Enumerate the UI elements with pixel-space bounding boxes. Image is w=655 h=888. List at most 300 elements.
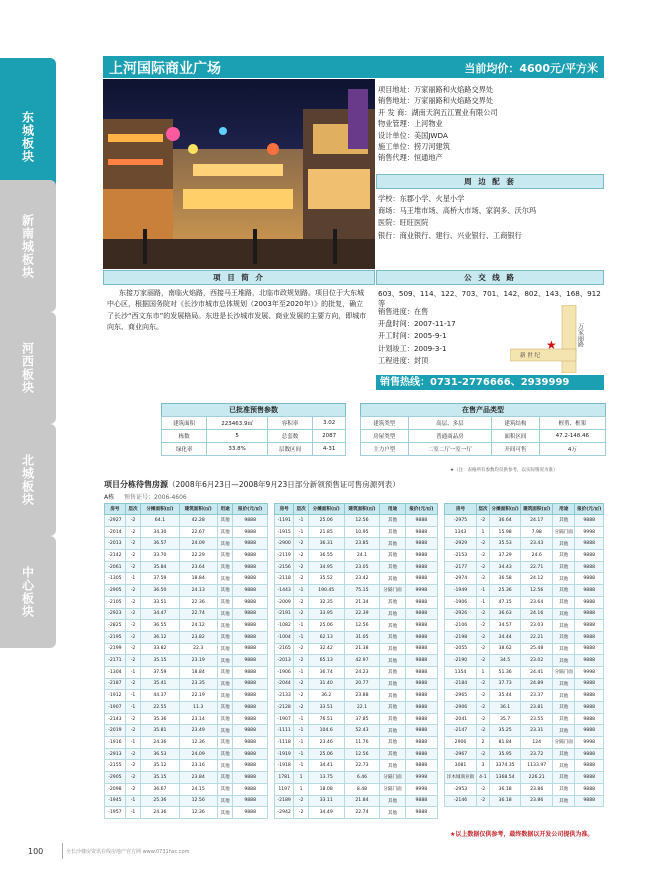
table-cell: -2 [294, 573, 308, 585]
table-cell: -2 [477, 550, 490, 562]
table-cell: 其他 [553, 585, 575, 597]
table-cell: 9888 [405, 643, 437, 655]
table-cell: 22.36 [179, 596, 217, 608]
table-cell: 其他 [553, 748, 575, 760]
table-cell: 分隔门面 [553, 737, 575, 749]
table-cell: 9998 [575, 666, 604, 678]
table-cell: 9888 [233, 585, 268, 597]
table-cell: 9888 [575, 713, 604, 725]
table-cell: -1906 [445, 596, 477, 608]
table-cell: 其他 [217, 561, 232, 573]
table-cell: 9888 [233, 666, 268, 678]
table-cell: -2044 [275, 678, 294, 690]
cell: 二室二厅一室一厅 [408, 443, 492, 456]
table-cell: 其他 [217, 620, 232, 632]
table-row [275, 666, 438, 678]
table-cell: -2 [294, 655, 308, 667]
table-cell: -2171 [105, 655, 126, 667]
onsale-title: 在售产品类型 [360, 403, 606, 417]
block-label: A栋 [104, 494, 115, 501]
table-cell: 其他 [217, 573, 232, 585]
table-cell: -2 [294, 690, 308, 702]
table-cell: 其他 [217, 690, 232, 702]
table-cell: 104.6 [308, 725, 344, 737]
column-header: 分摊面积(㎡) [308, 504, 344, 515]
table-cell: 其他 [553, 561, 575, 573]
table-cell: 其他 [380, 608, 405, 620]
table-cell: 其他 [217, 550, 232, 562]
table-cell: 23.02 [521, 655, 553, 667]
table-row [445, 783, 604, 795]
table-cell: 9888 [233, 783, 268, 795]
table-cell: -2 [125, 515, 140, 527]
table-cell: -2 [125, 608, 140, 620]
table-cell: -1 [125, 666, 140, 678]
table-cell: 1368.54 [489, 772, 521, 784]
table-row [275, 620, 438, 632]
table-cell: 22.55 [141, 702, 179, 714]
column-header: 用途 [553, 504, 575, 515]
table-cell: 34.30 [141, 526, 179, 538]
table-cell: 9888 [575, 620, 604, 632]
tab-dongcheng[interactable]: 东城板块 [0, 58, 56, 216]
table-cell: 25.06 [308, 620, 344, 632]
table-cell: 其他 [553, 550, 575, 562]
table-row [445, 585, 604, 597]
table-row [105, 538, 268, 550]
table-cell: 9888 [233, 795, 268, 807]
info-developer: 开 发 商：湖南天润五江置业有限公司 [378, 107, 498, 117]
table-cell: 24.12 [521, 573, 553, 585]
table-cell: -2 [294, 550, 308, 562]
table-cell: -1906 [275, 666, 294, 678]
table-cell: 1354 [445, 666, 477, 678]
table-cell: 23.86 [521, 783, 553, 795]
table-cell: 其他 [380, 515, 405, 527]
table-cell: 6.46 [344, 772, 380, 784]
cell: 总套数 [267, 430, 312, 443]
table-cell: 其他 [217, 795, 232, 807]
table-cell: 9888 [405, 538, 437, 550]
table-cell: -2 [125, 596, 140, 608]
table-cell: -1 [294, 760, 308, 772]
cell: 面积区间 [492, 430, 540, 443]
approved-row [162, 430, 346, 443]
table-cell: -2 [477, 725, 490, 737]
info-address: 项目地址：万家丽路和火焰路交界处 [378, 85, 494, 94]
table-cell: 其他 [217, 783, 232, 795]
table-cell: 35.44 [489, 690, 521, 702]
table-cell: 1 [477, 666, 490, 678]
table-row [105, 795, 268, 807]
cell: 高层、多层 [408, 417, 492, 430]
table-cell: -2 [125, 538, 140, 550]
table-cell: -2 [125, 561, 140, 573]
table-row [105, 690, 268, 702]
table-cell: 其他 [380, 725, 405, 737]
table-cell: 9998 [405, 585, 437, 597]
table-cell: 37.59 [141, 573, 179, 585]
tab-hexi[interactable]: 河西板块 [0, 312, 56, 424]
table-cell: 36.67 [141, 783, 179, 795]
table-row [445, 643, 604, 655]
cell: 5 [207, 430, 268, 443]
table-cell: 20.77 [344, 678, 380, 690]
table-cell: -2 [294, 807, 308, 819]
table-cell: 其他 [217, 526, 232, 538]
table-cell: 33.82 [141, 643, 179, 655]
table-cell: 18.84 [179, 573, 217, 585]
table-row [445, 620, 604, 632]
table-cell: -2019 [105, 725, 126, 737]
table-cell: 3374.35 [489, 760, 521, 772]
table-row [275, 526, 438, 538]
table-cell: 其他 [217, 772, 232, 784]
location-star-icon: ★ [546, 338, 557, 352]
table-cell: 9888 [233, 643, 268, 655]
table-cell: 9888 [575, 596, 604, 608]
table-row [105, 526, 268, 538]
table-cell: 33.95 [308, 608, 344, 620]
table-row [105, 515, 268, 527]
table-row [105, 760, 268, 772]
table-cell: -2 [294, 538, 308, 550]
table-cell: 9998 [405, 772, 437, 784]
table-cell: 其他 [380, 573, 405, 585]
column-header: 建筑面积(㎡) [521, 504, 553, 515]
listing-range: （2008年6月23日—2008年9月23日部分新领预售证可售房源列表） [168, 480, 400, 489]
project-header [103, 56, 604, 78]
table-cell: 21.38 [344, 643, 380, 655]
table-cell: -2900 [275, 538, 294, 550]
table-cell: 其他 [380, 666, 405, 678]
table-cell: -2942 [275, 807, 294, 819]
table-cell: 9888 [405, 561, 437, 573]
listing-table-3 [444, 503, 604, 807]
table-cell: -2 [477, 748, 490, 760]
column-header: 报价(元/㎡) [575, 504, 604, 515]
table-cell: -2926 [445, 608, 477, 620]
table-cell: -1 [294, 515, 308, 527]
table-row [275, 585, 438, 597]
table-cell: -1 [477, 596, 490, 608]
table-cell: 11.76 [344, 737, 380, 749]
table-cell: -1 [294, 737, 308, 749]
table-cell: -2 [477, 643, 490, 655]
table-row [275, 737, 438, 749]
table-cell: -2929 [445, 538, 477, 550]
table-cell: 9888 [405, 795, 437, 807]
table-row [105, 620, 268, 632]
table-cell: 35.53 [489, 538, 521, 550]
table-cell: -1945 [105, 795, 126, 807]
table-cell: 12.56 [179, 795, 217, 807]
table-cell: 34.5 [489, 655, 521, 667]
table-row [445, 561, 604, 573]
table-cell: -1915 [275, 526, 294, 538]
table-cell: 23.42 [344, 573, 380, 585]
table-cell: 34.43 [489, 561, 521, 573]
cell: 开间可售 [492, 443, 540, 456]
table-cell: 33.51 [308, 702, 344, 714]
table-cell: -2187 [105, 678, 126, 690]
table-cell: -1 [294, 620, 308, 632]
info-sales-address: 销售地址：万家丽路和火焰路交界处 [378, 96, 494, 106]
table-cell: 9888 [575, 631, 604, 643]
table-cell: 34.49 [308, 807, 344, 819]
table-cell: -2 [125, 772, 140, 784]
table-cell: -1 [125, 690, 140, 702]
page-number: 100 [28, 847, 44, 856]
table-cell: 其他 [217, 737, 232, 749]
table-cell: 124 [521, 737, 553, 749]
table-cell: 35.12 [141, 760, 179, 772]
table-cell: -2 [294, 643, 308, 655]
table-cell: -1916 [105, 737, 126, 749]
table-cell: 21.34 [344, 596, 380, 608]
table-cell: 23.35 [179, 678, 217, 690]
table-cell: 9888 [575, 585, 604, 597]
table-cell: 9888 [405, 690, 437, 702]
table-cell: 24.09 [179, 538, 217, 550]
table-row [445, 725, 604, 737]
tab-zhongxin[interactable]: 中心板块 [0, 536, 56, 648]
table-cell: 1 [294, 783, 308, 795]
table-cell: 24.1 [344, 550, 380, 562]
table-cell: 3081 [445, 760, 477, 772]
table-row [275, 783, 438, 795]
column-header: 报价(元/㎡) [233, 504, 268, 515]
table-cell: -2 [125, 643, 140, 655]
column-header: 报价(元/㎡) [405, 504, 437, 515]
table-row [445, 666, 604, 678]
table-row [275, 655, 438, 667]
table-row [105, 561, 268, 573]
table-cell: -1118 [275, 737, 294, 749]
column-header: 层次 [294, 504, 308, 515]
cell: 2087 [313, 430, 346, 443]
table-cell: -2967 [445, 748, 477, 760]
map-road-xinshiji: 新 世 纪 [520, 353, 540, 359]
table-cell: 2 [477, 737, 490, 749]
table-cell: -2143 [105, 713, 126, 725]
table-row [275, 690, 438, 702]
cell: 栋数 [162, 430, 207, 443]
table-cell: -2927 [105, 515, 126, 527]
table-cell: 9888 [405, 631, 437, 643]
cell: 3.02 [313, 417, 346, 430]
table-cell: 其他 [553, 713, 575, 725]
table-cell: 其他 [553, 655, 575, 667]
table-cell: 1133.97 [521, 760, 553, 772]
listing-title: 项目分栋待售房源 [104, 480, 168, 489]
table-cell: 42.28 [179, 515, 217, 527]
table-cell: -2165 [275, 643, 294, 655]
status-start-date: 开工时间：2005-9-1 [378, 331, 447, 341]
table-cell: 9888 [233, 655, 268, 667]
approved-row [162, 443, 346, 456]
table-cell: 23.05 [344, 561, 380, 573]
table-cell: 21.85 [308, 526, 344, 538]
nearby-mall: 商场：马王堆市场、高桥大市场、家润多、沃尔玛 [378, 206, 537, 216]
table-cell: -1919 [275, 748, 294, 760]
table-cell: 9888 [233, 678, 268, 690]
listing-section-title [104, 479, 400, 490]
table-cell: 其他 [380, 795, 405, 807]
table-cell: 52.43 [344, 725, 380, 737]
table-cell: 9888 [575, 702, 604, 714]
table-row [105, 666, 268, 678]
permit-number: 预售证号：2006-4606 [124, 494, 187, 501]
table-row [275, 795, 438, 807]
table-cell: 其他 [553, 690, 575, 702]
nearby-school: 学校：东郡小学、火星小学 [378, 194, 465, 203]
column-header: 层次 [125, 504, 140, 515]
table-row [445, 760, 604, 772]
tab-xinnancheng[interactable]: 新南城板块 [0, 180, 56, 312]
table-cell: 12.56 [344, 748, 380, 760]
table-cell: 35.15 [141, 655, 179, 667]
column-header: 用途 [380, 504, 405, 515]
table-cell: 81.84 [489, 737, 521, 749]
listing-footnote: ★以上数据仅供参考，最终数据以开发公司提供为准。 [450, 831, 594, 838]
table-cell: 9888 [575, 772, 604, 784]
table-cell: 其他 [380, 737, 405, 749]
table-cell: 23.14 [179, 713, 217, 725]
table-header-row [275, 504, 438, 515]
table-cell: 22.3 [179, 643, 217, 655]
table-cell: -2923 [105, 608, 126, 620]
table-cell: -2198 [445, 631, 477, 643]
table-cell: 23.49 [179, 725, 217, 737]
table-cell: 分隔门面 [553, 526, 575, 538]
table-cell: 44.37 [141, 690, 179, 702]
table-cell: 76.51 [308, 713, 344, 725]
table-cell: -1957 [105, 807, 126, 819]
table-cell: 9888 [405, 550, 437, 562]
table-cell: -2133 [275, 690, 294, 702]
table-cell: 24.09 [179, 748, 217, 760]
table-cell: 226.21 [521, 772, 553, 784]
table-cell: 9888 [233, 760, 268, 772]
table-cell: 22.29 [179, 550, 217, 562]
bus-routes: 603、509、114、122、703、701、142、802、143、168、912等 [378, 289, 601, 308]
project-photo [103, 79, 375, 269]
table-cell: -1082 [275, 620, 294, 632]
table-cell: -2 [125, 678, 140, 690]
table-cell: 9998 [575, 526, 604, 538]
column-header: 建筑面积(㎡) [344, 504, 380, 515]
table-cell: 其他 [217, 608, 232, 620]
table-cell: -2014 [105, 526, 126, 538]
table-cell: -1305 [105, 573, 126, 585]
table-cell: 7.98 [521, 526, 553, 538]
table-cell: -2 [294, 678, 308, 690]
table-cell: 9998 [405, 783, 437, 795]
table-cell: 24.15 [179, 783, 217, 795]
table-cell: 9888 [233, 620, 268, 632]
table-cell: 其他 [553, 760, 575, 772]
listing-table-1 [104, 503, 268, 819]
status-open-date: 开盘时间：2007-11-17 [378, 319, 456, 329]
table-row [275, 515, 438, 527]
bus-title: 公 交 线 路 [376, 270, 604, 285]
table-row [275, 725, 438, 737]
table-cell: -2 [125, 748, 140, 760]
table-cell: 1197 [275, 783, 294, 795]
cell: 普通商品房 [408, 430, 492, 443]
table-cell: 35.84 [141, 561, 179, 573]
table-cell: 36.57 [141, 538, 179, 550]
table-cell: 2906 [445, 737, 477, 749]
table-cell: 9888 [575, 561, 604, 573]
table-row [445, 526, 604, 538]
table-cell: 其他 [217, 760, 232, 772]
table-row [275, 573, 438, 585]
table-cell: 36.74 [308, 666, 344, 678]
sales-status [378, 306, 518, 367]
table-cell: 9888 [405, 620, 437, 632]
table-row [275, 596, 438, 608]
table-cell: 其他 [553, 772, 575, 784]
table-cell: 其他 [380, 620, 405, 632]
table-row [275, 550, 438, 562]
table-cell: 9888 [233, 608, 268, 620]
table-row [105, 643, 268, 655]
table-cell: 25.48 [521, 643, 553, 655]
table-cell: 其他 [380, 690, 405, 702]
table-cell: 18.84 [179, 666, 217, 678]
table-cell: -1 [294, 585, 308, 597]
onsale-row [361, 417, 606, 430]
table-cell: 9888 [233, 573, 268, 585]
table-cell: -2 [477, 678, 490, 690]
table-cell: -2 [294, 561, 308, 573]
table-cell: -1111 [275, 725, 294, 737]
table-cell: -2 [477, 702, 490, 714]
table-cell: 23.64 [179, 561, 217, 573]
table-cell: -1 [477, 585, 490, 597]
table-cell: -1 [125, 807, 140, 819]
table-cell: 23.64 [521, 596, 553, 608]
table-cell: 31.05 [344, 631, 380, 643]
table-row [445, 678, 604, 690]
table-cell: 23.55 [521, 713, 553, 725]
table-cell: 36.31 [308, 538, 344, 550]
table-cell: 25.36 [141, 795, 179, 807]
average-price: 当前均价：4600元/平方米 [464, 62, 598, 75]
table-cell: 24.36 [141, 737, 179, 749]
table-cell: 9888 [405, 655, 437, 667]
table-cell: 36.50 [141, 585, 179, 597]
table-cell: 22.1 [344, 702, 380, 714]
table-cell: 47.15 [489, 596, 521, 608]
tab-beicheng[interactable]: 北城板块 [0, 424, 56, 536]
column-header: 房号 [445, 504, 477, 515]
table-row [275, 631, 438, 643]
table-row [275, 561, 438, 573]
table-cell: 23.37 [521, 690, 553, 702]
table-cell: -2 [477, 515, 490, 527]
table-cell: -2 [294, 596, 308, 608]
table-cell: 35.95 [489, 748, 521, 760]
table-row [445, 713, 604, 725]
table-cell: -2195 [105, 631, 126, 643]
table-cell: 32.42 [308, 643, 344, 655]
table-cell: 9888 [405, 666, 437, 678]
table-cell: 1343 [445, 526, 477, 538]
table-cell: -2055 [445, 643, 477, 655]
